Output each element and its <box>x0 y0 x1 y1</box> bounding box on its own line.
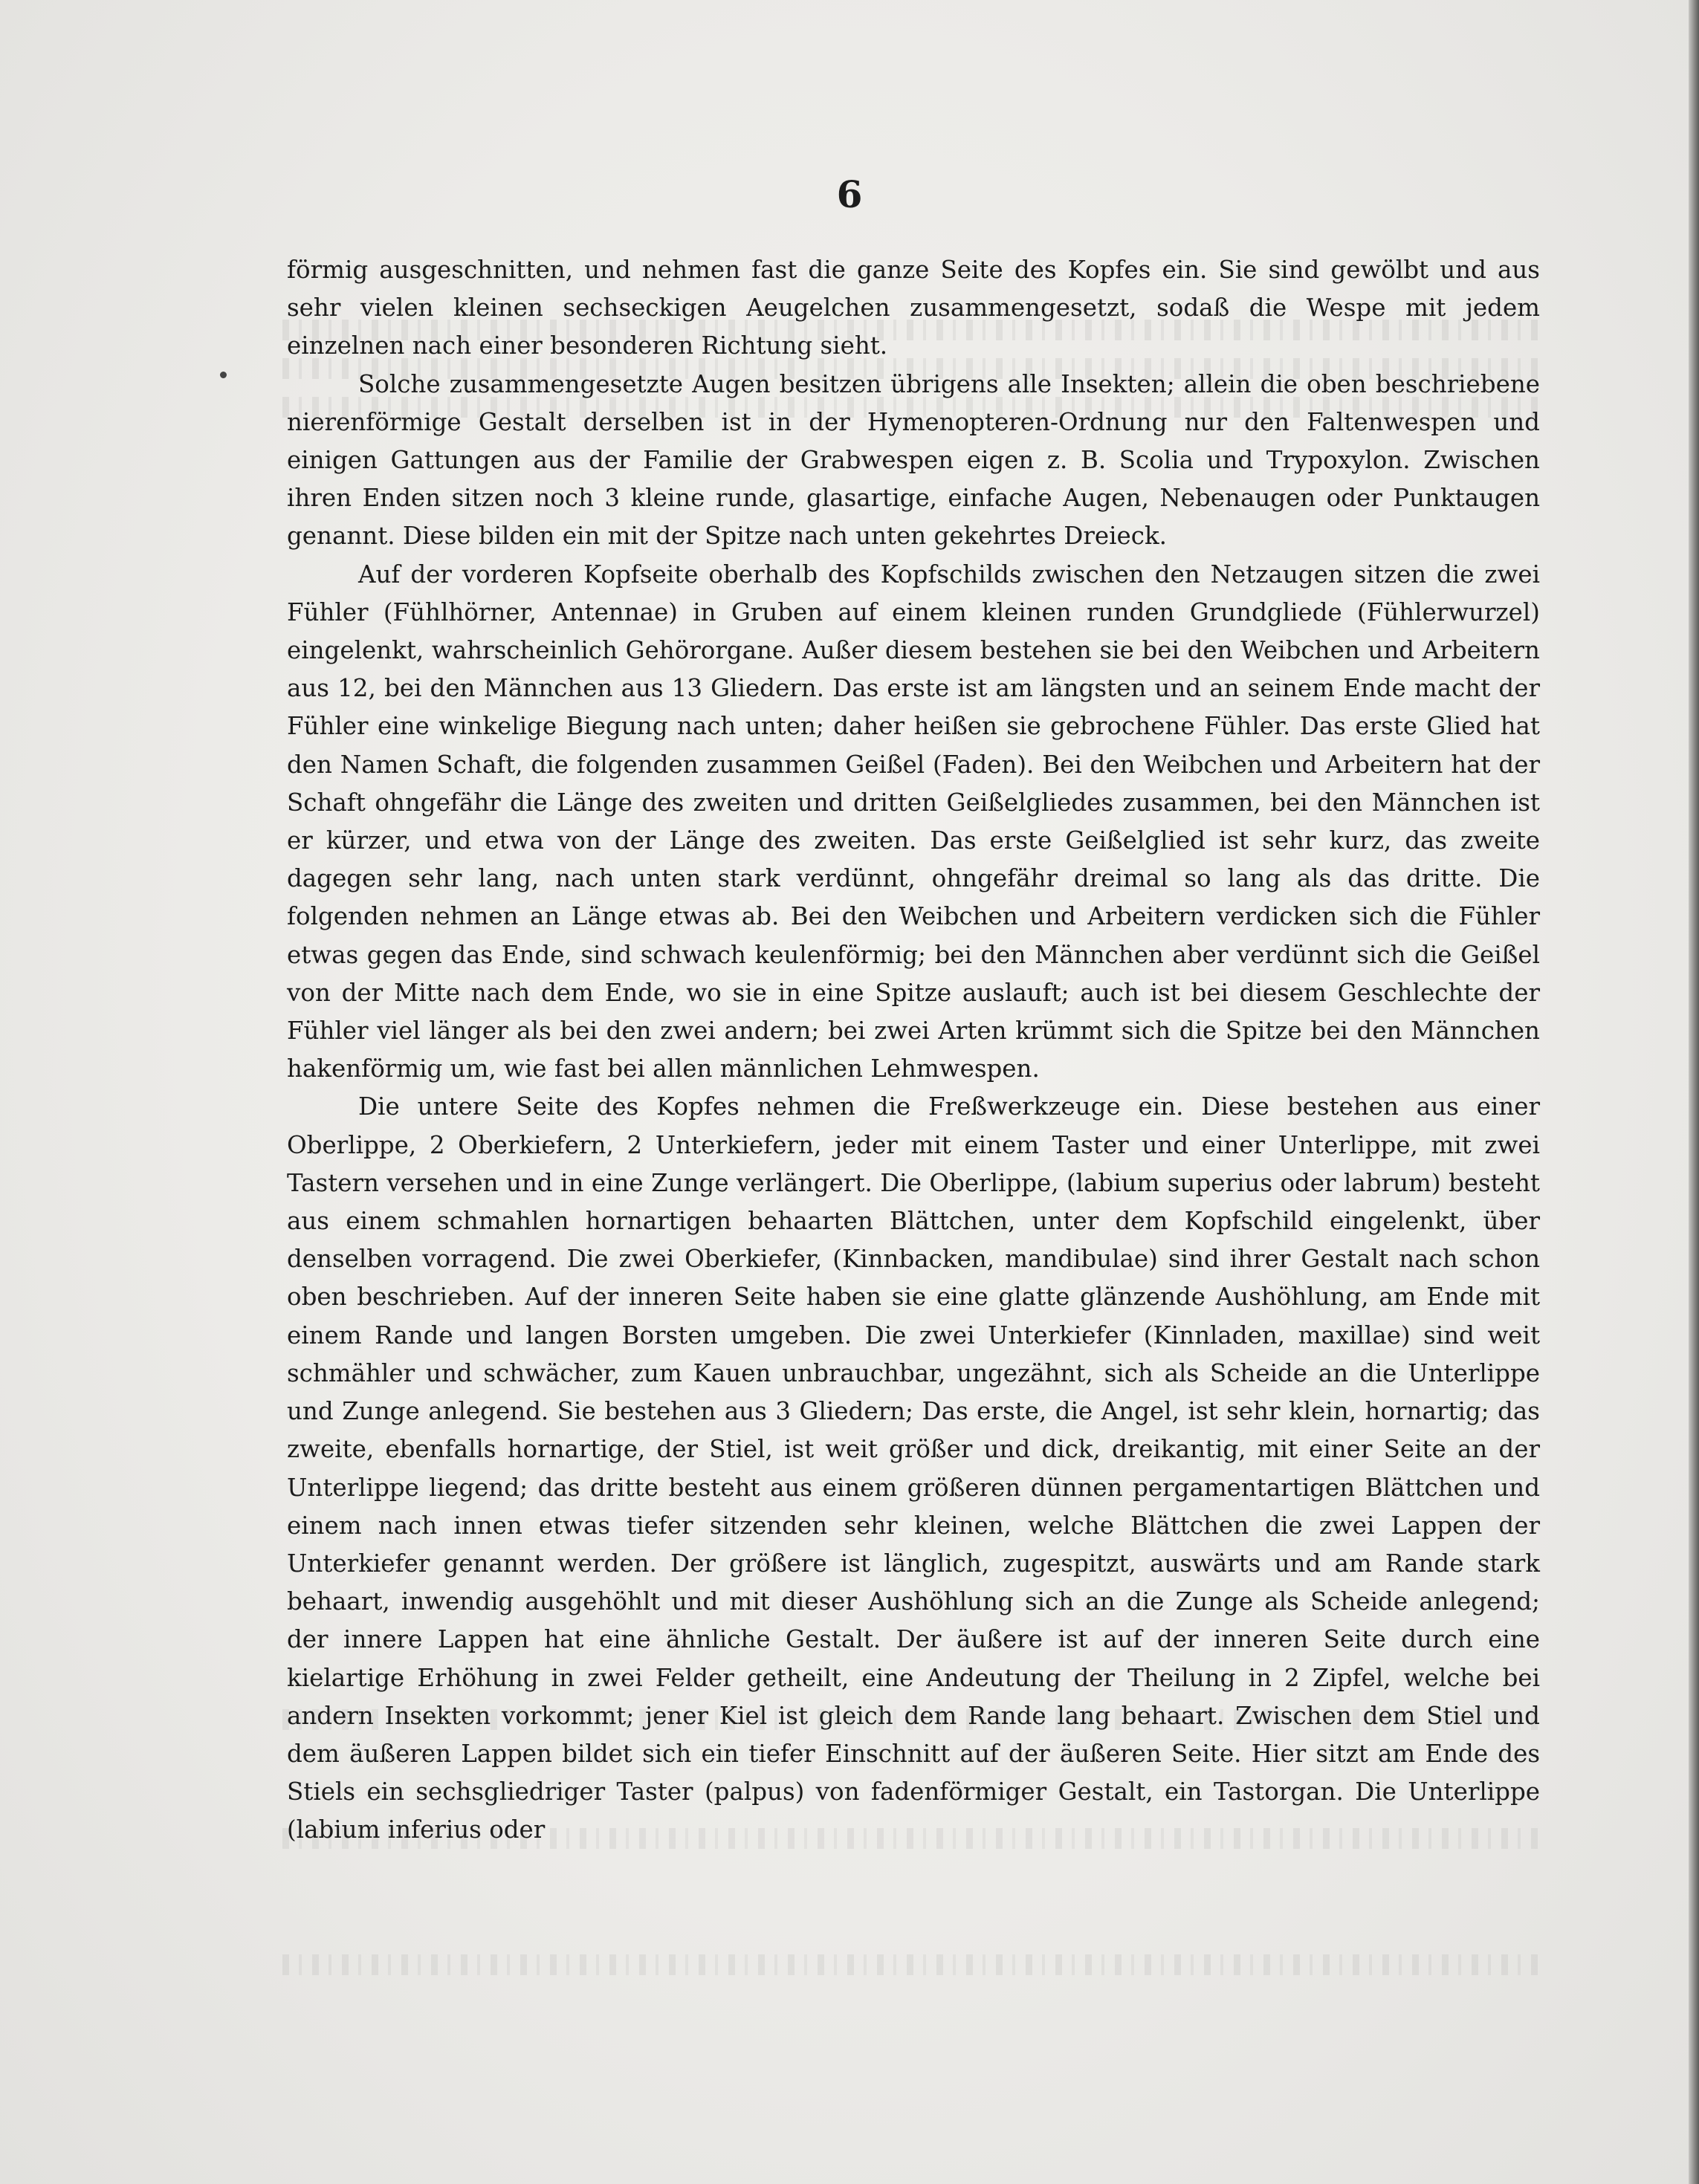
paragraph-3: Auf der vorderen Kopfseite oberhalb des Kopfschilds zwischen den Netzaugen sitzen die zwei Fühler (Fühlhörner, Antennae) in Gruben auf einem kleinen runden Grundgliede (Fühlerwurzel) eingelenkt, wahrscheinlich Gehörorgane. Außer diesem bestehen sie bei den Weibchen und Arbeitern aus 12, bei den Männchen aus 13 Gliedern. Das erste ist am längsten und an seinem Ende macht der Fühler eine winkelige Biegung nach unten; daher heißen sie gebrochene Fühler. Das erste Glied hat den Namen Schaft, die folgenden zusammen Geißel (Faden). Bei den Weibchen und Arbeitern hat der Schaft ohngefähr die Länge des zweiten und dritten Geißelgliedes zusammen, bei den Männchen ist er kürzer, und etwa von der Länge des zweiten. Das erste Geißelglied ist sehr kurz, das zweite dagegen sehr lang, nach unten stark verdünnt, ohngefähr dreimal so lang als das dritte. Die folgenden nehmen an Länge etwas ab. Bei den Weibchen und Arbeitern verdicken sich die Fühler etwas gegen das Ende, sind schwach keulenförmig; bei den Männchen aber verdünnt sich die Geißel von der Mitte nach dem Ende, wo sie in eine Spitze auslauft; auch ist bei diesem Geschlechte der Fühler viel länger als bei den zwei andern; bei zwei Arten krümmt sich die Spitze bei den Männchen hakenförmig um, wie fast bei allen männlichen Lehmwespen. <box>287 560 1540 1083</box>
paragraph-4: Die untere Seite des Kopfes nehmen die Freßwerkzeuge ein. Diese bestehen aus einer Oberlippe, 2 Oberkiefern, 2 Unterkiefern, jeder mit einem Taster und einer Unterlippe, mit zwei Tastern versehen und in eine Zunge verlängert. Die Oberlippe, (labium superius oder labrum) besteht aus einem schmahlen hornartigen behaarten Blättchen, unter dem Kopfschild eingelenkt, über denselben vorragend. Die zwei Oberkiefer, (Kinnbacken, mandibulae) sind ihrer Gestalt nach schon oben beschrieben. Auf der inneren Seite haben sie eine glatte glänzende Aushöhlung, am Ende mit einem Rande und langen Borsten umgeben. Die zwei Unterkiefer (Kinnladen, maxillae) sind weit schmähler und schwächer, zum Kauen unbrauchbar, ungezähnt, sich als Scheide an die Unterlippe und Zunge anlegend. Sie bestehen aus 3 Gliedern; Das erste, die Angel, ist sehr klein, hornartig; das zweite, ebenfalls hornartige, der Stiel, ist weit größer und dick, dreikantig, mit einer Seite an der Unterlippe liegend; das dritte besteht aus einem größeren dünnen pergamentartigen Blättchen und einem nach innen etwas tiefer sitzenden sehr kleinen, welche Blättchen die zwei Lappen der Unterkiefer genannt werden. Der größere ist länglich, zugespitzt, auswärts und am Rande stark behaart, inwendig ausgehöhlt und mit dieser Aushöhlung sich an die Zunge als Scheide anlegend; der innere Lappen hat eine ähnliche Gestalt. Der äußere ist auf der inneren Seite durch eine kielartige Erhöhung in zwei Felder getheilt, eine Andeutung der Theilung in 2 Zipfel, welche bei andern Insekten vorkommt; jener Kiel ist gleich dem Rande lang behaart. Zwischen dem Stiel und dem äußeren Lappen bildet sich ein tiefer Einschnitt auf der äußeren Seite. Hier sitzt am Ende des Stiels ein sechsgliedriger Taster (palpus) von fadenförmiger Gestalt, ein Tastorgan. Die Unterlippe (labium inferius oder <box>287 1092 1540 1844</box>
paragraph-2: Solche zusammengesetzte Augen besitzen übrigens alle Insekten; allein die oben beschriebene nierenförmige Gestalt derselben ist in der Hymenopteren-Ordnung nur den Faltenwespen und einigen Gattungen aus der Familie der Grabwespen eigen z. B. Scolia und Trypoxylon. Zwischen ihren Enden sitzen noch 3 kleine runde, glasartige, einfache Augen, Nebenaugen oder Punktaugen genannt. Diese bilden ein mit der Spitze nach unten gekehrtes Dreieck. <box>287 369 1540 551</box>
page-edge-shadow <box>1689 0 1699 2184</box>
paragraph-1: förmig ausgeschnitten, und nehmen fast die ganze Seite des Kopfes ein. Sie sind gewölbt und aus sehr vielen kleinen sechseckigen Aeugelchen zusammengesetzt, sodaß die Wespe mit jedem einzelnen nach einer besonderen Richtung sieht. <box>287 256 1540 360</box>
body-text <box>287 251 1540 1850</box>
margin-mark <box>220 372 227 378</box>
page-number: 6 <box>836 172 863 216</box>
